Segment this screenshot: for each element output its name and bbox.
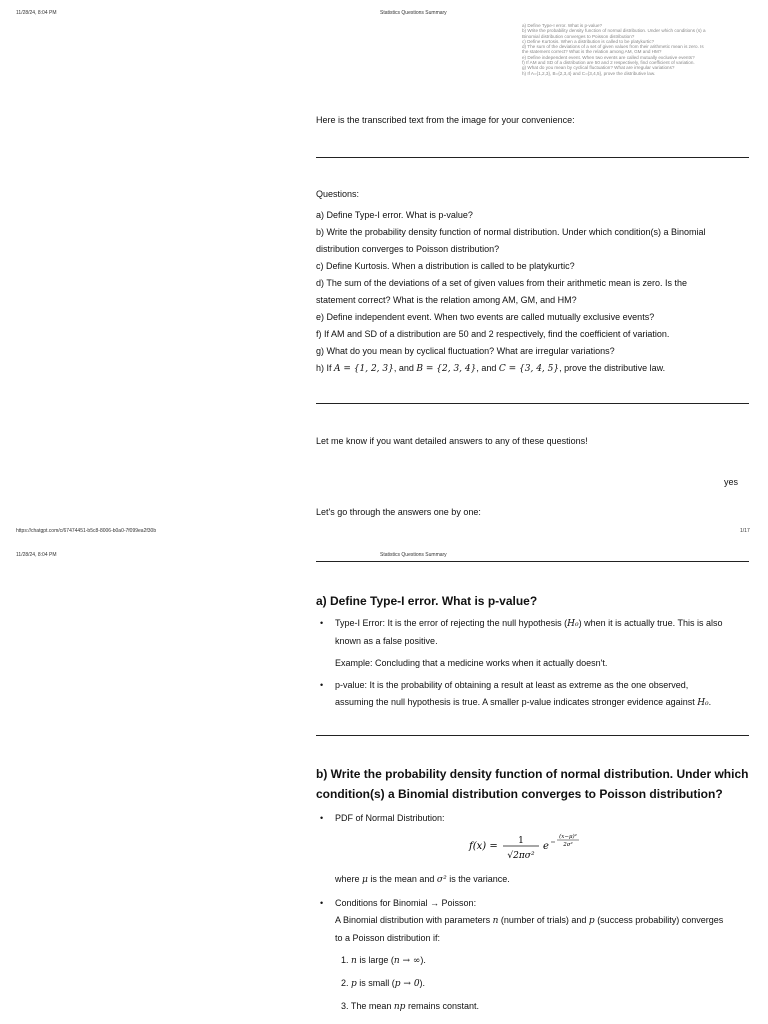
set-a: A = {1, 2, 3} bbox=[334, 364, 394, 374]
false-positive-term: false positive bbox=[383, 636, 436, 646]
cond-text: A Binomial distribution with parameters bbox=[335, 915, 493, 925]
mu-symbol: μ bbox=[362, 875, 368, 885]
divider bbox=[316, 403, 749, 404]
bullet-icon: • bbox=[320, 813, 324, 823]
questions-block bbox=[316, 186, 749, 378]
question-d: d) The sum of the deviations of a set of given values from their arithmetic mean is zero. Is the bbox=[316, 278, 688, 288]
pdf-label: PDF of Normal Distribution bbox=[335, 813, 443, 823]
list-item bbox=[316, 895, 749, 1018]
page1-header-date: 11/28/24, 8:04 PM bbox=[16, 10, 57, 16]
normal-pdf-formula bbox=[335, 829, 749, 865]
thumb-line: h) If A={1,2,3}, B={2,3,4} and C={3,4,5}, prove the distributive law. bbox=[522, 70, 656, 76]
thumb-line: d) The sum of the deviations of a set of given values from their arithmetic mean is zero. Is bbox=[522, 44, 704, 50]
condition-end: ). bbox=[420, 955, 426, 965]
user-reply: yes bbox=[724, 477, 739, 487]
h0-symbol: H₀ bbox=[697, 698, 709, 708]
question-h bbox=[316, 360, 749, 378]
list-item bbox=[316, 810, 749, 889]
thumb-line: c) Define Kurtosis. When a distribution is called to be platykurtic? bbox=[522, 38, 655, 44]
type1-text: ) when it is actually true. This is also bbox=[578, 618, 723, 628]
question-d-cont: statement correct? What is the relation among AM, GM, and HM? bbox=[316, 295, 577, 305]
thumb-line: b) Write the probability density function of normal distribution. Under which conditions (s) a bbox=[522, 28, 706, 34]
divider bbox=[316, 561, 749, 562]
intro-text: Here is the transcribed text from the image for your convenience: bbox=[316, 115, 575, 125]
page2-header-title: Statistics Questions Summary bbox=[380, 552, 447, 558]
section-a bbox=[316, 591, 749, 712]
thumb-line: f) If AM and SD of a distribution are 50 and 2 respectively, find coefficient of variation. bbox=[522, 60, 695, 66]
question-c: c) Define Kurtosis. When a distribution is called to be platykurtic? bbox=[316, 261, 575, 271]
condition-item bbox=[341, 995, 749, 1018]
condition-text: is large ( bbox=[356, 955, 394, 965]
thumb-line: the statement correct? What is the relation among AM, GM and HM? bbox=[522, 49, 662, 55]
where-part: where bbox=[335, 874, 363, 884]
pvalue-label: p-value bbox=[335, 680, 365, 690]
page1-footer-page: 1/17 bbox=[740, 528, 750, 534]
formula-numerator: 1 bbox=[518, 836, 524, 846]
type1-text: known as a bbox=[335, 636, 384, 646]
question-a: a) Define Type-I error. What is p-value? bbox=[316, 210, 473, 220]
question-h-and: , and bbox=[476, 363, 499, 373]
cond-text: (number of trials) and bbox=[498, 915, 589, 925]
bullet-icon: • bbox=[320, 898, 324, 908]
list-item bbox=[316, 615, 749, 672]
example-text: Example: Concluding that a medicine works when it actually doesn't. bbox=[335, 658, 608, 668]
condition-math: p → 0 bbox=[394, 979, 420, 989]
sigma-symbol: σ² bbox=[436, 875, 447, 885]
condition-math: np bbox=[393, 1002, 406, 1012]
condition-var: n bbox=[351, 956, 357, 966]
condition-item bbox=[341, 949, 749, 972]
n-symbol: n bbox=[492, 916, 499, 926]
condition-number: 1. bbox=[341, 955, 349, 965]
set-b: B = {2, 3, 4} bbox=[416, 364, 477, 374]
question-b: b) Write the probability density function of normal distribution. Under which condition(s) a Binomial bbox=[316, 227, 706, 237]
formula-lhs: f(x) = bbox=[469, 841, 498, 852]
formula-svg bbox=[467, 829, 617, 865]
formula-exponent-numerator: (x−μ)² bbox=[559, 834, 577, 840]
condition-end: remains constant. bbox=[405, 1001, 479, 1011]
thumb-line: Binomial distribution converges to Poisson distribution? bbox=[522, 33, 635, 39]
condition-end: ). bbox=[419, 978, 426, 988]
type1-text: . bbox=[435, 636, 438, 646]
cond-colon: : bbox=[473, 898, 477, 908]
formula-e: e bbox=[543, 841, 549, 852]
list-item bbox=[316, 677, 749, 712]
bullet-icon: • bbox=[320, 618, 324, 628]
where-text bbox=[335, 871, 749, 889]
question-h-and: , and bbox=[393, 363, 417, 373]
h0-symbol: H₀ bbox=[567, 619, 579, 629]
p-symbol: p bbox=[588, 916, 595, 926]
question-h-suffix: , prove the distributive law. bbox=[559, 363, 666, 373]
thumb-line: e) Define independent event. When two events are called mutually exclusive events? bbox=[522, 54, 695, 60]
where-part: is the mean and bbox=[367, 874, 437, 884]
set-c: C = {3, 4, 5} bbox=[498, 364, 560, 374]
type1-text: : It is the error of rejecting the null hypothesis ( bbox=[382, 618, 568, 628]
question-g: g) What do you mean by cyclical fluctuation? What are irregular variations? bbox=[316, 346, 615, 356]
cond-label: Conditions for Binomial → Poisson bbox=[335, 898, 474, 908]
condition-text: The mean bbox=[350, 1001, 394, 1011]
questions-label: Questions: bbox=[316, 189, 360, 199]
pdf-colon: : bbox=[442, 813, 445, 823]
formula-denominator: √2πσ² bbox=[507, 851, 535, 861]
condition-math: n → ∞ bbox=[393, 956, 421, 966]
conditions-list bbox=[335, 949, 749, 1018]
question-f: f) If AM and SD of a distribution are 50 and 2 respectively, find the coefficient of variation. bbox=[316, 329, 670, 339]
where-part: is the variance. bbox=[446, 874, 510, 884]
page2-header-date: 11/28/24, 8:04 PM bbox=[16, 552, 57, 558]
closing-text: Let me know if you want detailed answers to any of these questions! bbox=[316, 436, 588, 446]
pvalue-text: assuming the null hypothesis is true. A smaller p-value indicates stronger evidence against bbox=[335, 697, 698, 707]
condition-number: 2. bbox=[341, 978, 349, 988]
condition-number: 3. bbox=[341, 1001, 349, 1011]
type1-label: Type-I Error bbox=[335, 618, 383, 628]
page1-header-title: Statistics Questions Summary bbox=[380, 10, 447, 16]
section-b-heading: b) Write the probability density function of normal distribution. Under which condition(s) a Binomial distribution converges to Poisson distribution? bbox=[316, 767, 749, 801]
thumb-line: a) Define Type-I error. What is p-value? bbox=[522, 23, 603, 28]
divider bbox=[316, 735, 749, 736]
question-h-prefix: h) If bbox=[316, 363, 335, 373]
formula-exponent-denominator: 2σ² bbox=[563, 842, 573, 848]
cond-text: to a Poisson distribution if: bbox=[335, 933, 441, 943]
pvalue-text: : It is the probability of obtaining a result at least as extreme as the one observed, bbox=[364, 680, 689, 690]
question-b-cont: distribution converges to Poisson distribution? bbox=[316, 244, 500, 254]
page1-footer-url[interactable]: https://chatgpt.com/c/67474451-b5c8-8006-b0a0-7f099ea2f30b bbox=[16, 528, 157, 534]
divider bbox=[316, 157, 749, 158]
condition-item bbox=[341, 972, 749, 995]
section-b bbox=[316, 764, 749, 1018]
section-a-heading: a) Define Type-I error. What is p-value? bbox=[316, 594, 538, 608]
condition-text: is small ( bbox=[356, 978, 395, 988]
source-image-thumbnail bbox=[522, 23, 762, 76]
question-e: e) Define independent event. When two events are called mutually exclusive events? bbox=[316, 312, 655, 322]
condition-var: p bbox=[351, 979, 357, 989]
pvalue-text: . bbox=[708, 697, 712, 707]
thumb-line: g) What do you mean by cyclical fluctuation? What are irregular variations? bbox=[522, 65, 675, 71]
answer-intro: Let's go through the answers one by one: bbox=[316, 507, 481, 517]
bullet-icon: • bbox=[320, 680, 324, 690]
cond-text: (success probability) converges bbox=[594, 915, 724, 925]
